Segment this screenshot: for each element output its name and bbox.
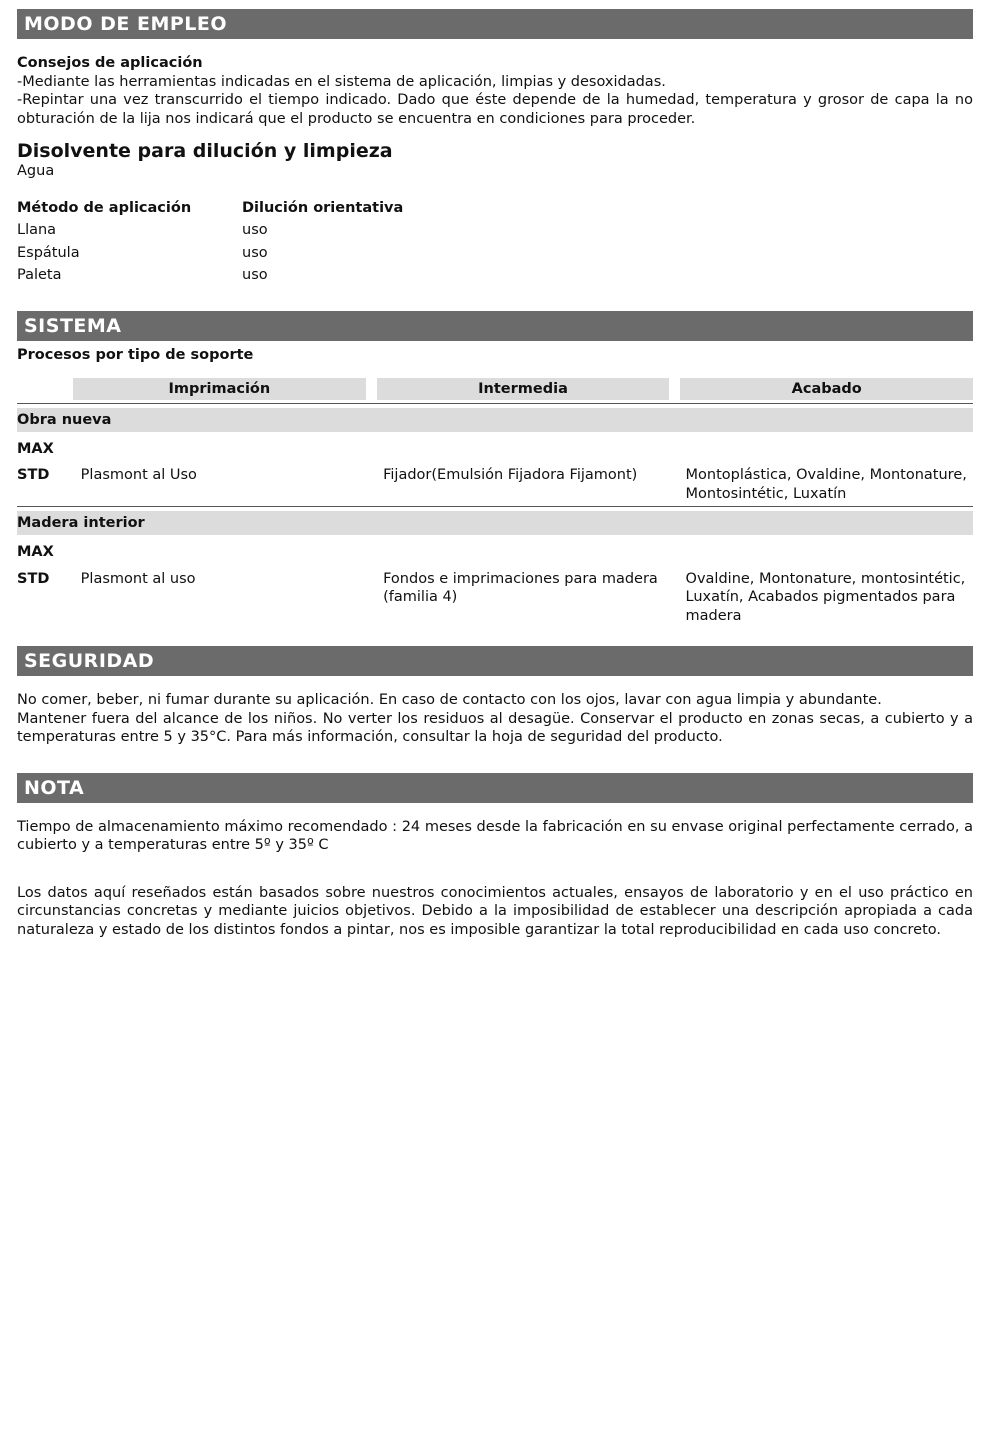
consejos-title: Consejos de aplicación [17,55,203,71]
procesos-title: Procesos por tipo de soporte [17,346,254,363]
method-name: Espátula [17,244,80,261]
std-label: STD [17,570,50,587]
method-row [17,242,973,265]
method-row [17,219,973,242]
column-intermedia: Intermedia [377,378,670,400]
section-header-sistema: SISTEMA [17,311,973,341]
column-acabado: Acabado [680,378,973,400]
process-table-header [73,378,973,400]
method-name: Llana [17,222,57,238]
section-header-nota: NOTA [17,773,973,803]
section-header-modo-empleo: MODO DE EMPLEO [17,9,973,39]
group-madera-interior: Madera interior [17,511,973,535]
almacenamiento-text: Tiempo de almacenamiento máximo recomendado : 24 meses desde la fabricación en su envase original perfectamente cerrado, a cubierto y a temperaturas entre 5º y 35º C [17,818,973,853]
intermedia-value: Fijador(Emulsión Fijadora Fijamont) [383,467,638,483]
section-header-seguridad: SEGURIDAD [17,646,973,676]
group-obra-nueva: Obra nueva [17,408,973,432]
max-row [17,440,973,459]
consejos-line-2: -Repintar una vez transcurrido el tiempo indicado. Dado que éste depende de la humedad, temperatura y grosor de capa la no obturación de la lija nos indicará que el producto se encuentra en condiciones para proceder. [17,92,973,127]
method-dilution: uso [242,222,268,238]
seguridad-line-2: Mantener fuera del alcance de los niños. No verter los residuos al desagüe. Conservar el producto en zonas secas, a cubierto y a temperaturas entre 5 y 35°C. Para más información, consultar la hoja de seguridad del producto. [17,710,973,745]
dilucion-header: Dilución orientativa [242,199,404,216]
technical-sheet [17,9,973,939]
column-imprimacion: Imprimación [73,378,366,400]
method-name: Paleta [17,267,62,283]
consejos-line-1: -Mediante las herramientas indicadas en el sistema de aplicación, limpias y desoxidadas. [17,73,666,90]
method-dilution: uso [242,244,268,261]
max-label: MAX [17,544,54,560]
imprimacion-value: Plasmont al Uso [80,467,197,483]
methods-header-row [17,197,973,220]
metodo-header: Método de aplicación [17,199,192,216]
method-dilution: uso [242,267,268,283]
intermedia-value: Fondos e imprimaciones para madera (familia 4) [383,570,658,605]
std-row [17,570,973,626]
std-label: STD [17,467,50,483]
disolvente-title: Disolvente para dilución y limpieza [17,140,393,162]
std-row [17,466,973,503]
imprimacion-value: Plasmont al uso [80,570,196,587]
acabado-value: Montoplástica, Ovaldine, Montonature, Montosintétic, Luxatín [685,467,967,502]
disclaimer-text: Los datos aquí reseñados están basados sobre nuestros conocimientos actuales, ensayos de laboratorio y en el uso práctico en circunstancias concretas y mediante juicios objetivos. Debido a la imposibilidad de establecer una descripción apropiada a cada naturaleza y estado de los distintos fondos a pintar, nos es imposible garantizar la total reproducibilidad en cada uso concreto. [17,884,973,938]
method-row [17,264,973,287]
acabado-value: Ovaldine, Montonature, montosintétic, Luxatín, Acabados pigmentados para madera [685,570,966,624]
seguridad-line-1: No comer, beber, ni fumar durante su aplicación. En caso de contacto con los ojos, lavar con agua limpia y abundante. [17,692,882,708]
disolvente-value: Agua [17,163,55,179]
max-label: MAX [17,440,54,457]
max-row [17,543,973,562]
